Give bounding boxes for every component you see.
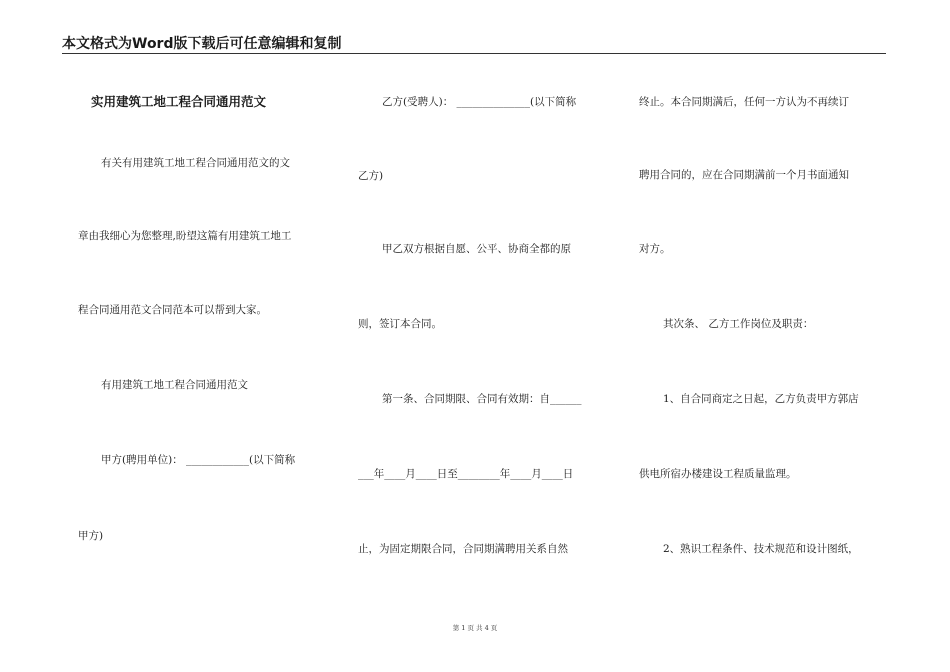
column2-line-5: 第一条、合同期限、合同有效期：自______ xyxy=(382,393,582,405)
column2-line-7: 止，为固定期限合同，合同期满聘用关系自然 xyxy=(358,543,568,555)
column3-line-3: 对方。 xyxy=(639,243,671,255)
column3-line-5: 1、自合同商定之日起，乙方负责甲方郭店 xyxy=(663,393,859,405)
column3-line-7: 2、熟识工程条件、技术规范和设计图纸， xyxy=(663,543,859,555)
column2-line-1: 乙方(受聘人)： ______________(以下简称 xyxy=(382,96,577,108)
page-number-footer: 第 1 页 共 4 页 xyxy=(452,624,498,632)
column1-line-3: 程合同通用范文合同范本可以帮到大家。 xyxy=(78,304,267,316)
column2-line-4: 则，签订本合同。 xyxy=(358,318,442,330)
column1-line-6: 甲方) xyxy=(78,530,104,542)
column3-line-1: 终止。本合同期满后，任何一方认为不再续订 xyxy=(639,96,849,108)
column2-line-2: 乙方) xyxy=(358,170,384,182)
column2-line-6: ___年____月____日至________年____月____日 xyxy=(358,468,574,480)
column2-line-3: 甲乙双方根据自愿、公平、协商全都的原 xyxy=(382,243,571,255)
column1-line-5: 甲方(聘用单位)： ____________(以下简称 xyxy=(101,454,296,466)
document-title: 实用建筑工地工程合同通用范文 xyxy=(91,94,267,109)
header-title: 本文格式为Word版下载后可任意编辑和复制 xyxy=(62,36,342,52)
column3-line-6: 供电所宿办楼建设工程质量监理。 xyxy=(639,468,797,480)
column3-line-4: 其次条、 乙方工作岗位及职责： xyxy=(663,318,814,330)
header-divider xyxy=(62,53,886,54)
column3-line-2: 聘用合同的，应在合同期满前一个月书面通知 xyxy=(639,169,849,181)
column1-line-4: 有用建筑工地工程合同通用范文 xyxy=(101,379,248,391)
column1-line-1: 有关有用建筑工地工程合同通用范文的文 xyxy=(101,157,290,169)
column1-line-2: 章由我细心为您整理,盼望这篇有用建筑工地工 xyxy=(78,230,292,242)
